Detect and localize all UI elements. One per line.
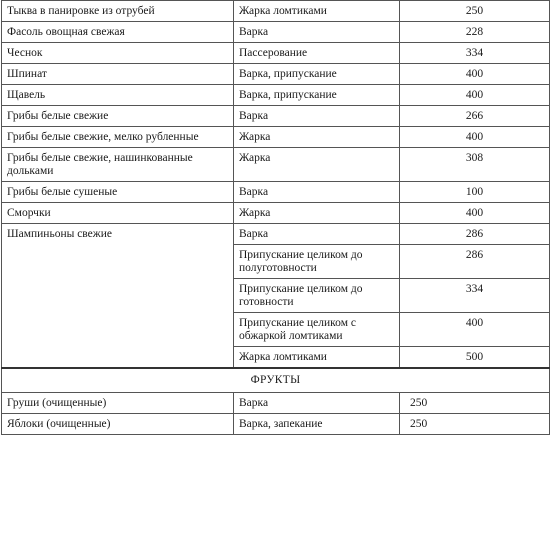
temp-cell: 266	[400, 106, 550, 127]
method-cell: Жарка	[234, 203, 400, 224]
product-cell: Фасоль овощная свежая	[2, 22, 234, 43]
product-cell: Грибы белые свежие, нашинкованные дольками	[2, 148, 234, 182]
product-cell: Грибы белые свежие	[2, 106, 234, 127]
method-cell: Припускание целиком с обжаркой ломтиками	[234, 313, 400, 347]
product-cell: Груши (очищенные)	[2, 393, 234, 414]
product-cell: Чеснок	[2, 43, 234, 64]
method-cell: Припускание целиком до полуготовности	[234, 245, 400, 279]
product-cell: Шпинат	[2, 64, 234, 85]
temp-cell: 334	[400, 43, 550, 64]
temp-cell: 250	[400, 1, 550, 22]
method-cell: Жарка ломтиками	[234, 1, 400, 22]
temp-cell: 286	[400, 224, 550, 245]
table-row	[2, 64, 550, 85]
method-cell: Варка	[234, 182, 400, 203]
method-cell: Жарка	[234, 127, 400, 148]
product-cell: Сморчки	[2, 203, 234, 224]
temp-cell: 400	[400, 127, 550, 148]
product-cell: Щавель	[2, 85, 234, 106]
temp-cell: 400	[400, 64, 550, 85]
method-cell: Припускание целиком до готовности	[234, 279, 400, 313]
method-cell: Варка, запекание	[234, 414, 400, 435]
product-cell: Грибы белые сушеные	[2, 182, 234, 203]
method-cell: Варка	[234, 22, 400, 43]
table-row	[2, 414, 550, 435]
method-cell: Жарка ломтиками	[234, 347, 400, 369]
temp-cell: 250	[400, 414, 550, 435]
section-header-row	[2, 368, 550, 393]
method-cell: Варка	[234, 224, 400, 245]
table-row	[2, 22, 550, 43]
product-cell: Яблоки (очищенные)	[2, 414, 234, 435]
method-cell: Варка, припускание	[234, 85, 400, 106]
temp-cell: 308	[400, 148, 550, 182]
temp-cell: 400	[400, 85, 550, 106]
table-row	[2, 106, 550, 127]
product-cell: Шампиньоны свежие	[2, 224, 234, 369]
temp-cell: 400	[400, 203, 550, 224]
temp-cell: 228	[400, 22, 550, 43]
table-row	[2, 393, 550, 414]
temp-cell: 500	[400, 347, 550, 369]
temp-cell: 100	[400, 182, 550, 203]
table-row	[2, 182, 550, 203]
temp-cell: 334	[400, 279, 550, 313]
temp-cell: 400	[400, 313, 550, 347]
section-title: ФРУКТЫ	[2, 368, 550, 393]
method-cell: Варка, припускание	[234, 64, 400, 85]
table-row	[2, 127, 550, 148]
table-row	[2, 85, 550, 106]
table-row	[2, 203, 550, 224]
table-row	[2, 43, 550, 64]
method-cell: Жарка	[234, 148, 400, 182]
method-cell: Пассерование	[234, 43, 400, 64]
table-row	[2, 148, 550, 182]
method-cell: Варка	[234, 393, 400, 414]
table-row	[2, 224, 550, 245]
product-cell: Тыква в панировке из отрубей	[2, 1, 234, 22]
table-row	[2, 1, 550, 22]
product-cell: Грибы белые свежие, мелко рубленные	[2, 127, 234, 148]
cooking-table	[1, 0, 550, 435]
method-cell: Варка	[234, 106, 400, 127]
temp-cell: 250	[400, 393, 550, 414]
temp-cell: 286	[400, 245, 550, 279]
